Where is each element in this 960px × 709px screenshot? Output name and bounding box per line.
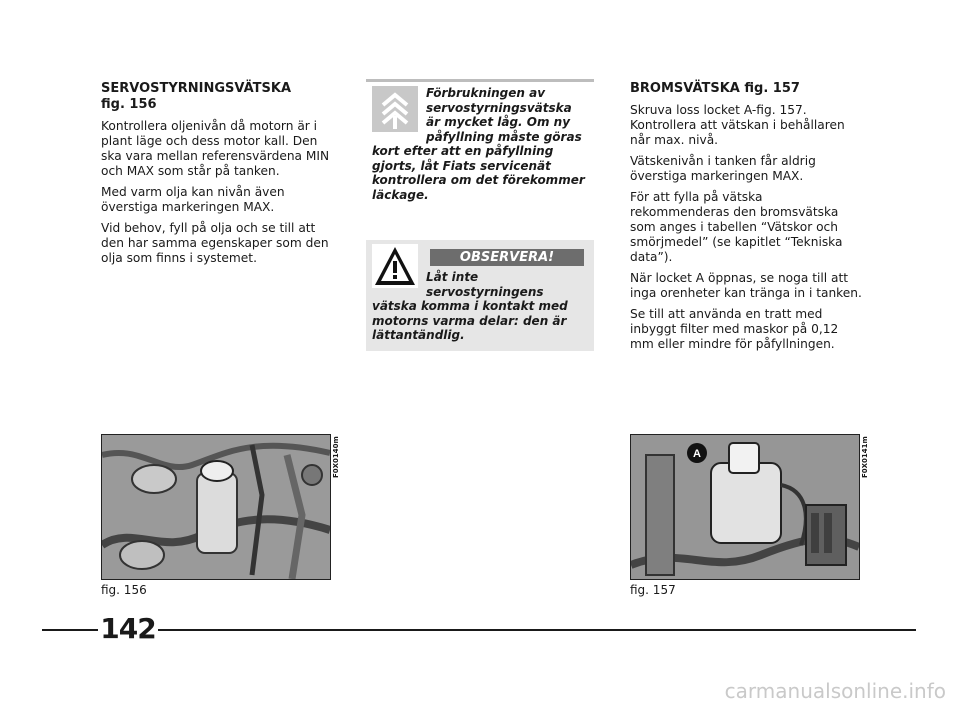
brake-paragraph: För att fylla på vätska rekommenderas den bromsvätska som anges i tabellen “Vätskor och smörjmedel” (se kapitlet “Tekniska data”). bbox=[630, 190, 843, 264]
warning-triangle-icon bbox=[372, 244, 418, 288]
callout-a-label: A bbox=[693, 448, 701, 460]
tree-icon bbox=[372, 86, 418, 132]
servo-paragraph: Med varm olja kan nivån även överstiga markeringen MAX. bbox=[101, 185, 285, 214]
figure-157-code: F0X0141m bbox=[861, 436, 869, 478]
figure-156-caption: fig. 156 bbox=[101, 583, 147, 597]
warning-text: Låt inte servostyrningens vätska komma i kontakt med motorns varma delar: den är lättantändlig. bbox=[372, 270, 568, 342]
brake-paragraph: Se till att använda en tratt med inbyggt filter med maskor på 0,12 mm eller mindre för påfyllningen. bbox=[630, 307, 839, 351]
page-number: 142 bbox=[100, 612, 156, 645]
servo-fig-ref: fig. 156 bbox=[101, 97, 157, 112]
eco-note-text: Förbrukningen av servostyrningsvätska är mycket låg. Om ny påfyllning måste göras kort efter att en påfyllning gjorts, låt Fiats servicenät kontrollera om det förekommer läckage. bbox=[372, 86, 585, 202]
watermark: carmanualsonline.info bbox=[724, 679, 946, 703]
eco-note-box bbox=[366, 79, 594, 210]
section-title-brake: BROMSVÄTSKA fig. 157 bbox=[630, 81, 800, 96]
left-column bbox=[101, 81, 333, 272]
figure-157-caption: fig. 157 bbox=[630, 583, 676, 597]
warning-box bbox=[366, 240, 594, 351]
servo-paragraph: Vid behov, fyll på olja och se till att den har samma egenskaper som den olja som finns i systemet. bbox=[101, 221, 329, 265]
brake-paragraph: Skruva loss locket A-fig. 157. Kontrollera att vätskan i behållaren når max. nivå. bbox=[630, 103, 845, 147]
section-title-servo bbox=[101, 81, 333, 113]
servo-paragraph: Kontrollera oljenivån då motorn är i plant läge och dess motor kall. Den ska vara mellan referensvärdena MIN och MAX som står på tanken. bbox=[101, 119, 330, 178]
figure-156-code: F0X0140m bbox=[332, 436, 340, 478]
figure-156-image bbox=[101, 434, 331, 580]
figure-157-image bbox=[630, 434, 860, 580]
footer-rule-right bbox=[158, 629, 916, 631]
servo-title-text: SERVOSTYRNINGSVÄTSKA bbox=[101, 81, 292, 96]
warning-label: OBSERVERA! bbox=[430, 249, 584, 266]
right-column bbox=[630, 81, 862, 358]
brake-paragraph: Vätskenivån i tanken får aldrig överstiga markeringen MAX. bbox=[630, 154, 816, 183]
brake-paragraph: När locket A öppnas, se noga till att inga orenheter kan tränga in i tanken. bbox=[630, 271, 862, 300]
footer-rule-left bbox=[42, 629, 98, 631]
